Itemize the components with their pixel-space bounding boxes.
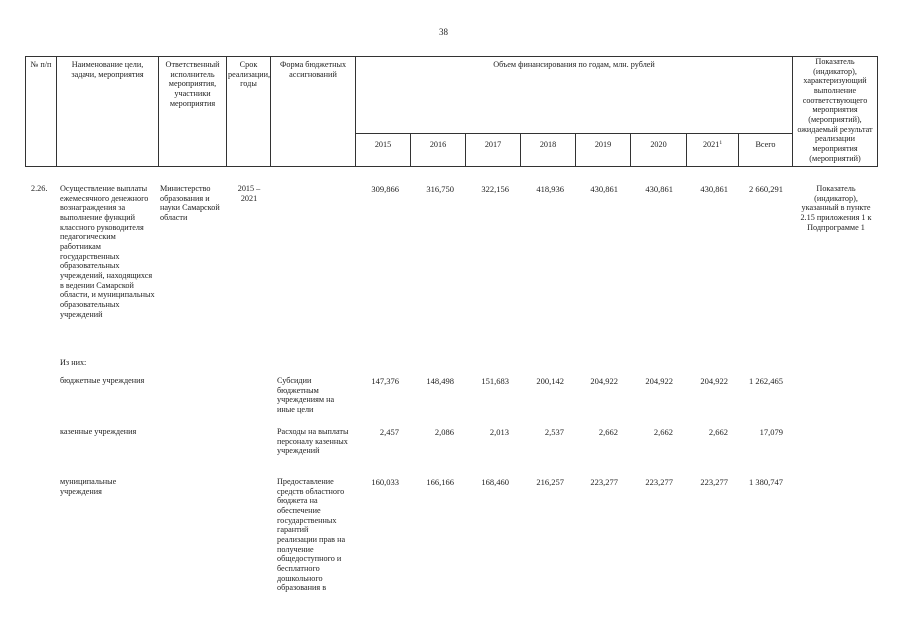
value-2019: 430,861 [590, 184, 618, 194]
col-divider [158, 56, 159, 167]
sub-value: 151,683 [481, 376, 509, 386]
sub-value: 2,662 [598, 427, 618, 437]
col-divider [270, 56, 271, 167]
sub-row-form: Расходы на выплаты персоналу казенных учреждений [277, 427, 349, 456]
sub-value: 204,922 [700, 376, 728, 386]
year-header-divider [355, 133, 792, 134]
col-divider [520, 133, 521, 167]
row-indicator: Показатель (индикатор), указанный в пункте 2.15 приложения 1 к Подпрограмме 1 [800, 184, 872, 232]
of-which-label: Из них: [60, 358, 87, 367]
header-year-2016: 2016 [429, 140, 447, 149]
sub-value: 166,166 [426, 477, 454, 487]
col-divider [575, 133, 576, 167]
sub-value: 2,662 [708, 427, 728, 437]
header-bottom-border [25, 166, 878, 167]
value-2015: 309,866 [371, 184, 399, 194]
table-top-border [25, 56, 878, 57]
value-2018: 418,936 [536, 184, 564, 194]
header-total: Всего [755, 140, 776, 149]
sub-value: 147,376 [371, 376, 399, 386]
value-2020: 430,861 [645, 184, 673, 194]
footnote-marker: 1 [719, 140, 723, 146]
header-responsible: Ответственный исполнитель мероприятия, участники мероприятия [165, 60, 220, 108]
sub-value-total: 17,079 [759, 427, 783, 437]
header-funding: Объем финансирования по годам, млн. рублей [493, 60, 655, 69]
sub-row-name: бюджетные учреждения [60, 376, 145, 385]
col-divider [686, 133, 687, 167]
row-term: 2015 – 2021 [237, 184, 261, 203]
sub-value: 2,537 [544, 427, 564, 437]
header-num: № п/п [30, 60, 52, 69]
sub-row-form: Предоставление средств областного бюджета на обеспечение государственных гарантий реализации прав на получение общедоступного и бесплатного дошкольного образования в [277, 477, 346, 593]
row-responsible: Министерство образования и науки Самарской области [160, 184, 220, 223]
sub-value: 216,257 [536, 477, 564, 487]
col-divider [226, 56, 227, 167]
header-year-2021: 2021$^1$ [702, 140, 723, 149]
col-divider [630, 133, 631, 167]
value-2021: 430,861 [700, 184, 728, 194]
sub-value-total: 1 380,747 [749, 477, 783, 487]
sub-value: 2,662 [653, 427, 673, 437]
sub-value: 223,277 [590, 477, 618, 487]
page-number: 38 [439, 27, 448, 37]
row-number: 2.26. [31, 184, 48, 193]
col-divider [355, 56, 356, 167]
sub-row-form: Субсидии бюджетным учреждениям на иные цели [277, 376, 335, 415]
sub-value: 2,086 [434, 427, 454, 437]
sub-row-name: казенные учреждения [60, 427, 137, 436]
col-divider [465, 133, 466, 167]
header-year-2018: 2018 [539, 140, 557, 149]
header-year-2015: 2015 [374, 140, 392, 149]
sub-value: 204,922 [645, 376, 673, 386]
header-indicator: Показатель (индикатор), характеризующий выполнение соответствующего мероприятия (мероприятий), ожидаемый результат реализации мероприятия (мероприятий) [797, 57, 873, 163]
sub-value: 223,277 [645, 477, 673, 487]
sub-value: 2,457 [379, 427, 399, 437]
row-name: Осуществление выплаты ежемесячного денежного вознаграждения за выполнение функций классного руководителя педагогическим работникам государственных образовательных учреждений, находящихся в ведении Самарской области, и муниципальных образовательных учреждений [60, 184, 155, 319]
sub-value: 204,922 [590, 376, 618, 386]
col-divider [25, 56, 26, 167]
sub-row-name: муниципальные учреждения [60, 477, 117, 496]
sub-value: 2,013 [489, 427, 509, 437]
value-2017: 322,156 [481, 184, 509, 194]
col-divider [410, 133, 411, 167]
col-divider [738, 133, 739, 167]
col-divider [56, 56, 57, 167]
header-name: Наименование цели, задачи, мероприятия [71, 60, 144, 79]
sub-value-total: 1 262,465 [749, 376, 783, 386]
value-total: 2 660,291 [749, 184, 783, 194]
header-term: Срок реализации, годы [228, 60, 271, 89]
value-2016: 316,750 [426, 184, 454, 194]
col-divider [877, 56, 878, 167]
sub-value: 168,460 [481, 477, 509, 487]
sub-value: 148,498 [426, 376, 454, 386]
header-year-2019: 2019 [594, 140, 612, 149]
header-form: Форма бюджетных ассигнований [279, 60, 347, 79]
header-year-2020: 2020 [650, 140, 667, 149]
sub-value: 160,033 [371, 477, 399, 487]
header-year-2017: 2017 [484, 140, 502, 149]
sub-value: 223,277 [700, 477, 728, 487]
sub-value: 200,142 [536, 376, 564, 386]
